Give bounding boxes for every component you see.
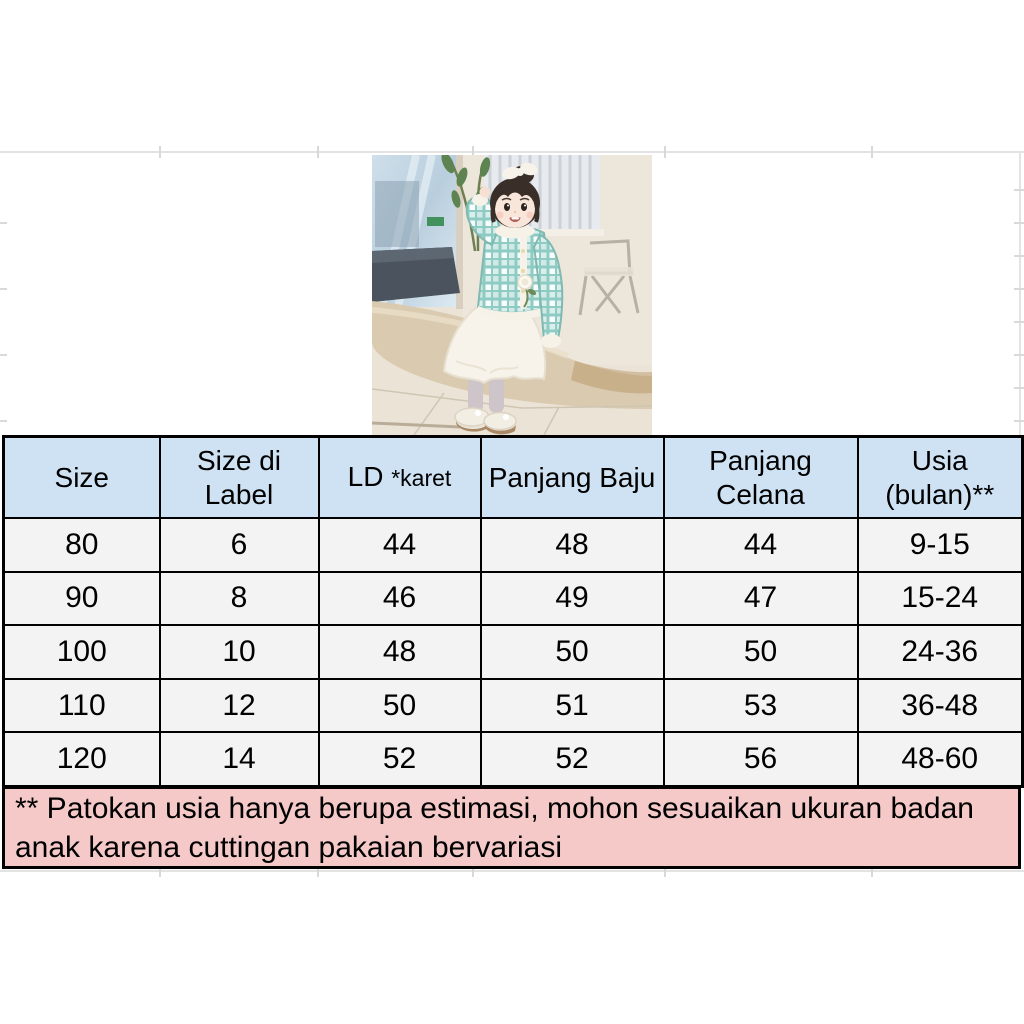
table-cell: 6 bbox=[160, 518, 319, 572]
table-cell: 120 bbox=[4, 732, 160, 786]
header-panjang-celana: Panjang Celana bbox=[664, 437, 858, 519]
table-cell: 8 bbox=[160, 572, 319, 626]
size-table bbox=[2, 435, 1024, 788]
size-estimation-note bbox=[2, 786, 1021, 869]
table-cell: 48 bbox=[319, 625, 481, 679]
table-cell: 51 bbox=[481, 679, 664, 733]
table-cell: 52 bbox=[319, 732, 481, 786]
table-cell: 49 bbox=[481, 572, 664, 626]
header-usia-bulan: Usia (bulan)** bbox=[858, 437, 1023, 519]
table-cell: 52 bbox=[481, 732, 664, 786]
table-cell: 36-48 bbox=[858, 679, 1023, 733]
table-cell: 9-15 bbox=[858, 518, 1023, 572]
table-cell: 50 bbox=[319, 679, 481, 733]
table-cell: 10 bbox=[160, 625, 319, 679]
header-ld-karet: LD *karet bbox=[319, 437, 481, 519]
table-cell: 90 bbox=[4, 572, 160, 626]
table-row bbox=[4, 732, 1023, 786]
table-cell: 12 bbox=[160, 679, 319, 733]
table-cell: 50 bbox=[664, 625, 858, 679]
table-cell: 56 bbox=[664, 732, 858, 786]
size-estimation-note-text: ** Patokan usia hanya berupa estimasi, mohon sesuaikan ukuran badan anak karena cuttingan pakaian bervariasi bbox=[15, 791, 974, 864]
header-size-di-label: Size di Label bbox=[160, 437, 319, 519]
table-cell: 48-60 bbox=[858, 732, 1023, 786]
table-cell: 44 bbox=[319, 518, 481, 572]
table-cell: 53 bbox=[664, 679, 858, 733]
table-row bbox=[4, 572, 1023, 626]
table-row bbox=[4, 625, 1023, 679]
table-cell: 15-24 bbox=[858, 572, 1023, 626]
table-cell: 50 bbox=[481, 625, 664, 679]
table-cell: 100 bbox=[4, 625, 160, 679]
product-photo bbox=[372, 155, 652, 435]
table-cell: 48 bbox=[481, 518, 664, 572]
table-row bbox=[4, 518, 1023, 572]
table-cell: 46 bbox=[319, 572, 481, 626]
table-cell: 110 bbox=[4, 679, 160, 733]
table-cell: 44 bbox=[664, 518, 858, 572]
table-cell: 24-36 bbox=[858, 625, 1023, 679]
table-cell: 80 bbox=[4, 518, 160, 572]
header-size: Size bbox=[4, 437, 160, 519]
table-header-row bbox=[4, 437, 1023, 519]
table-row bbox=[4, 679, 1023, 733]
child-model-illustration bbox=[372, 155, 652, 435]
header-panjang-baju: Panjang Baju bbox=[481, 437, 664, 519]
table-cell: 47 bbox=[664, 572, 858, 626]
table-cell: 14 bbox=[160, 732, 319, 786]
